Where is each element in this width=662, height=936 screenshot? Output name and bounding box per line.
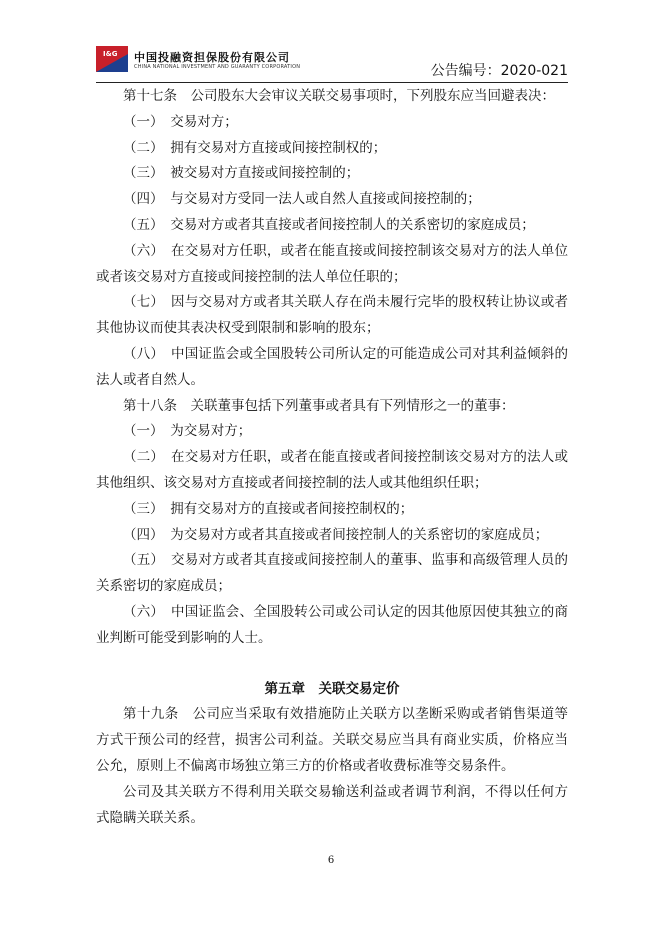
article-17-item-3: （三） 被交易对方直接或间接控制的； [123,165,360,182]
article-17-item-5: （五） 交易对方或者其直接或者间接控制人的关系密切的家庭成员； [123,216,535,233]
article-18-item-1: （一） 为交易对方； [123,423,252,440]
chapter-title: 第五章 关联交易定价 [264,680,400,697]
page-number: 6 [327,855,335,866]
article-18-item-4: （四） 为交易对方或者其直接或者间接控制人的关系密切的家庭成员； [123,526,549,543]
header-divider [96,82,568,83]
page-header [96,46,568,82]
article-19: 第十九条 公司应当采取有效措施防止关联方以垄断采购或者销售渠道等方式干预公司的经营，损害公司利益。关联交易应当具有商业实质，价格应当公允，原则上不偏离市场独立第三方的价格或者收费标准等交易条件。 [96,706,568,774]
article-17-item-4: （四） 与交易对方受同一法人或自然人直接或间接控制的； [123,191,481,208]
announcement-number: 公告编号：2020-021 [430,63,568,79]
article-18-item-2: （二） 在交易对方任职，或者在能直接或者间接控制该交易对方的法人或其他组织、该交易对方直接或者间接控制的法人或其他组织任职； [96,449,568,491]
article-18-item-6: （六） 中国证监会、全国股转公司或公司认定的因其他原因使其独立的商业判断可能受到影响的人士。 [96,603,568,646]
article-17-item-7: （七） 因与交易对方或者其关联人存在尚未履行完毕的股权转让协议或者其他协议而使其表决权受到限制和影响的股东； [96,294,568,337]
document-body [96,84,568,831]
article-19-para-2: 公司及其关联方不得利用关联交易输送利益或者调节利润，不得以任何方式隐瞒关联关系。 [96,783,568,826]
company-name-cn: 中国投融资担保股份有限公司 [134,51,290,64]
article-18: 第十八条 关联董事包括下列董事或者具有下列情形之一的董事： [123,397,515,414]
article-18-item-3: （三） 拥有交易对方的直接或者间接控制权的； [123,500,414,517]
company-logo-icon [96,46,128,72]
article-17: 第十七条 公司股东大会审议关联交易事项时，下列股东应当回避表决： [123,88,555,104]
article-18-item-5: （五） 交易对方或者其直接或间接控制人的董事、监事和高级管理人员的关系密切的家庭成员； [96,552,568,595]
company-name-en: CHINA NATIONAL INVESTMENT AND GUARANTY CORPORATION [134,64,301,70]
article-17-item-1: （一） 交易对方； [123,113,238,130]
article-17-item-8: （八） 中国证监会或全国股转公司所认定的可能造成公司对其利益倾斜的法人或者自然人。 [96,345,568,388]
logo-text: I&G [103,50,118,58]
article-17-item-2: （二） 拥有交易对方直接或间接控制权的； [123,139,387,156]
article-17-item-6: （六） 在交易对方任职，或者在能直接或间接控制该交易对方的法人单位或者该交易对方直接或间接控制的法人单位任职的； [96,242,568,285]
